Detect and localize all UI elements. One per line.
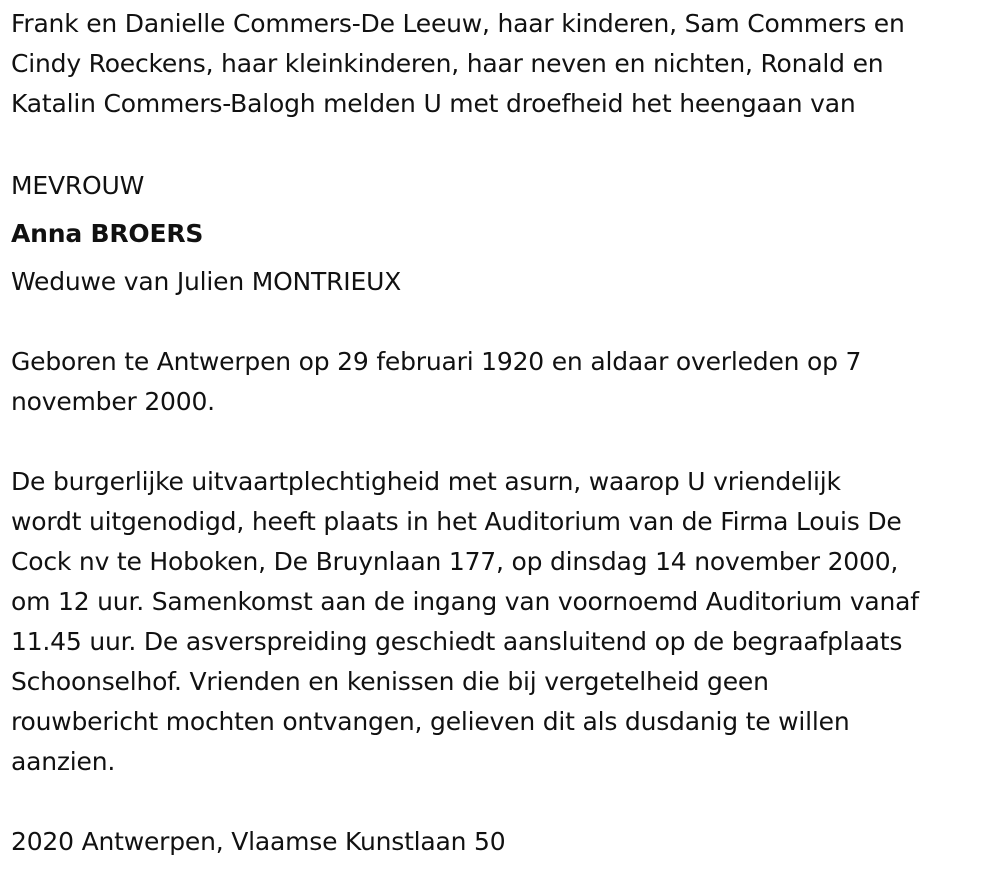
widow-of-line: Weduwe van Julien MONTRIEUX [11, 267, 402, 296]
ceremony-line: rouwbericht mochten ontvangen, gelieven dit als dusdanig te willen [11, 707, 850, 736]
ceremony-line: om 12 uur. Samenkomst aan de ingang van voornoemd Auditorium vanaf [11, 587, 919, 616]
ceremony-line: 11.45 uur. De asverspreiding geschiedt aansluitend op de begraafplaats [11, 627, 903, 656]
ceremony-line: wordt uitgenodigd, heeft plaats in het Auditorium van de Firma Louis De [11, 507, 902, 536]
deceased-name: Anna BROERS [11, 219, 204, 248]
ceremony-line: Schoonselhof. Vrienden en kenissen die bij vergetelheid geen [11, 667, 769, 696]
contact-address: 2020 Antwerpen, Vlaamse Kunstlaan 50 [11, 827, 506, 856]
birth-line: november 2000. [11, 387, 215, 416]
ceremony-line: De burgerlijke uitvaartplechtigheid met asurn, waarop U vriendelijk [11, 467, 841, 496]
honorific-title: MEVROUW [11, 171, 145, 200]
birth-death-paragraph [11, 342, 861, 422]
ceremony-line: aanzien. [11, 747, 116, 776]
birth-line: Geboren te Antwerpen op 29 februari 1920 en aldaar overleden op 7 [11, 347, 862, 376]
ceremony-line: Cock nv te Hoboken, De Bruynlaan 177, op dinsdag 14 november 2000, [11, 547, 899, 576]
intro-line: Frank en Danielle Commers-De Leeuw, haar kinderen, Sam Commers en [11, 9, 905, 38]
intro-line: Cindy Roeckens, haar kleinkinderen, haar neven en nichten, Ronald en [11, 49, 884, 78]
intro-paragraph [11, 4, 905, 124]
intro-line: Katalin Commers-Balogh melden U met droefheid het heengaan van [11, 89, 856, 118]
ceremony-paragraph [11, 462, 919, 782]
